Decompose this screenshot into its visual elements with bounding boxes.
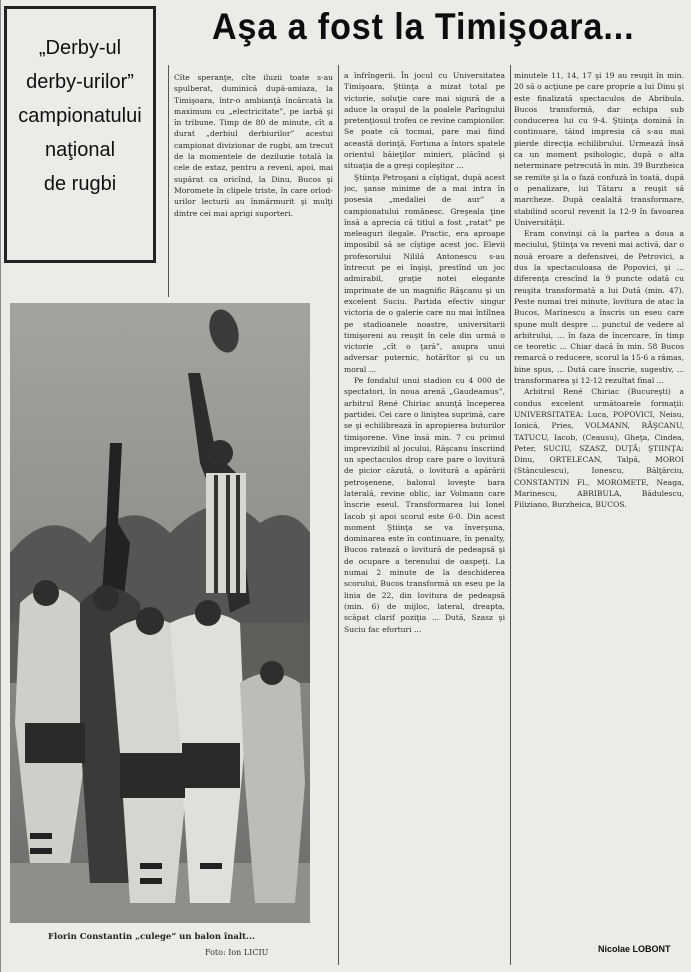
column-rule bbox=[510, 65, 511, 965]
article-column-2 bbox=[344, 70, 505, 965]
kicker-box bbox=[4, 6, 156, 263]
paragraph: Ştiinţa Petroşani a cîştigat, după acest joc, şanse minime de a mai intra în posesia „medaliei de aur” a campionatului românesc. Greşeala ţine însă a aprecia că titlul a fost „ratat” pe meleaguri ilegale. Practic, era aproape imposibil să se cîştige acest joc. Elevii profesorului Nililă Antonescu s-au întrecut pe ei înşişi, prestînd un joc admirabil, graţie notei elegante imprimate de un magnific Răşcanu şi un excelent Suciu. Partida efectiv singur victoria de o galerie care nu mai întîlnea pe stadioanele noastre, universitarii timişoreni au reuşit în cele din urmă o victorie „cît o ţară”, asupra unui adversar puternic, hotărîtor şi cu un moral ... bbox=[344, 172, 505, 374]
kicker-line-4: naţional bbox=[44, 139, 116, 161]
kicker-line-3: campionatului bbox=[18, 105, 142, 127]
kicker-line-5: de rugbi bbox=[43, 173, 117, 195]
rugby-lineout-photo bbox=[10, 303, 310, 923]
photo-caption: Florin Constantin „culege” un balon înalt... bbox=[48, 932, 255, 942]
page-edge bbox=[0, 0, 1, 972]
photo-credit: Foto: Ion LICIU bbox=[205, 948, 269, 957]
paragraph: Cîte speranţe, cîte iluzii toate s-au spulberat, duminică după-amiaza, la Timişoara, într-o ambianţă încărcată la maximum cu „electricitate”, pe iarbă şi în tribune. Timp de 80 de minute, cît a durat „derbiul derbiurilor” acestui campionat divizionar de rugbi, am trecut de la momentele de deziluzie totală la cele de extaz, pentru a reveni, apoi, mai supărat ca oricînd, la Dinu, Bucos şi Moromete în clipele triste, în care orlod-urilor lecturii au înmărmurit şi mulţi dintre cei mai aprigi suporteri. bbox=[174, 73, 333, 218]
article-column-1 bbox=[174, 72, 333, 292]
paragraph: Eram convinşi că la partea a doua a meciului, Ştiinţa va reveni mai activă, dar o nouă eroare a defensivei, de Petrovici, a dus la spectaculoasa de Popovici, şi ... diferenţa crescînd la 9 puncte odată cu reuşita transformată a lui Dută (min. 47). Peste numai trei minute, lovitura de atac la Bucos, Marinescu a înscris un eseu care spune mult despre ... punctul de vedere al arbitrului, ... în faza de încercare, în timp ce teoretic ... Chiar dacă în min. 58 Bucos remarcă o reducere, scorul la 15-6 a rămas, bine spus, ... Dută care înscrie, sugestiv, ... transformarea şi 12-12 rezultat final ... bbox=[514, 229, 684, 386]
kicker-line-2: derby-urilor” bbox=[26, 71, 134, 93]
paragraph: minutele 11, 14, 17 şi 19 au reuşit în min. 20 să o acţiune pe care proprie a lui Dinu şi este finalizată spectaculos de Abribula. Bucos transformă, dar echipa sub conducerea lui cu 9-4. Ştiinţa domină în continuare, tăind impresia că s-au mai pierde direcţia echilibrului. Urmează însă ca un moment psihologic, după o alta neterminare petrecută în min. 39 Burzheica se remite şi la o fază confuză în toată, după o penalizare, lui Tătaru a reuşit să marcheze. După cealaltă transformare, stabilind scorul revenit la 12-9 în favoarea Universităţii. bbox=[514, 71, 684, 227]
column-rule bbox=[338, 65, 339, 965]
column-rule bbox=[168, 65, 169, 297]
paragraph: a înfrîngerii. În jocul cu Universitatea Timişoara, Ştiinţa a mizat total pe victorie, soluţie care mai sigură de a aduce la oraşul de la poalele Parîngului pretenţiosul trofeu ce revine campionilor. Se poate că tocmai, pare mai fiind această dorinţă, Fortuna a întors spatele orientul băieţilor minieri, plăcînd şi situaţia de a greşi copleşitor ... bbox=[344, 71, 505, 171]
kicker-line-1: „Derby-ul bbox=[38, 37, 122, 59]
headline: Aşa a fost la Timişoara... bbox=[212, 6, 635, 47]
author-byline: Nicolae LOBONT bbox=[598, 944, 671, 954]
paragraph: Arbitrul René Chiriac (Bucureşti) a condus excelent următoarele formaţii: UNIVERSITATEA: Luca, POPOVICI, Neisu, Ionică, Pries, VOLMANN, RĂŞCANU, TATUCU, Iacob, (Ceausu), Gheţa, Cindea, Peter, SUCIU, SZASZ, DUŢĂ; ŞTIINŢA: Dinu, ORTELECAN, Talpă, MOROI (Stănculescu), Ionescu, Bălţărciu, CONSTANTIN Fl., MOROMETE, Neaga, Marinescu, ABRIBULA, Bădulescu, Filiziano, Burzheica, BUCOS. bbox=[514, 387, 684, 510]
article-column-3 bbox=[514, 70, 684, 940]
photo-illustration bbox=[10, 303, 310, 923]
paragraph: Pe fondalul unui stadion cu 4 000 de spectatori, în noua arenă „Gaudeamus”, arbitrul René Chiriac anunţă începerea partidei. Cei care o liniştea suprimă, care se şi echilibrează în apropierea buturilor timişorene. Vine însă min. 7 cu primul imprevizibil al jocului, Răşcanu înscriind un spectaculos drop care pare o lovitură de picior căzută, o lovitură a apărării petroşenene, balonul loveşte bara laterală, revine oblic, iar Volmann care înscrie eseul. Transformarea lui Ionel Iacob şi apoi scorul este 6-0. Din acest moment Ştiinţa se va înverşuna, dominarea este în continuare, în penalty, Bucos ratează o lovitură de pedeapsă şi de ocupare a terenului de oaspeţi. La numai 2 minute de la deschiderea scorului, Bucos transformă un eseu pe la linia de 22, din lovitura de pedeapsă (min. 6) de mijloc, lateral, dreapta, scăpat clarif poziţia ... Dută, Szasz şi Suciu fac eforturi ... bbox=[344, 376, 505, 634]
